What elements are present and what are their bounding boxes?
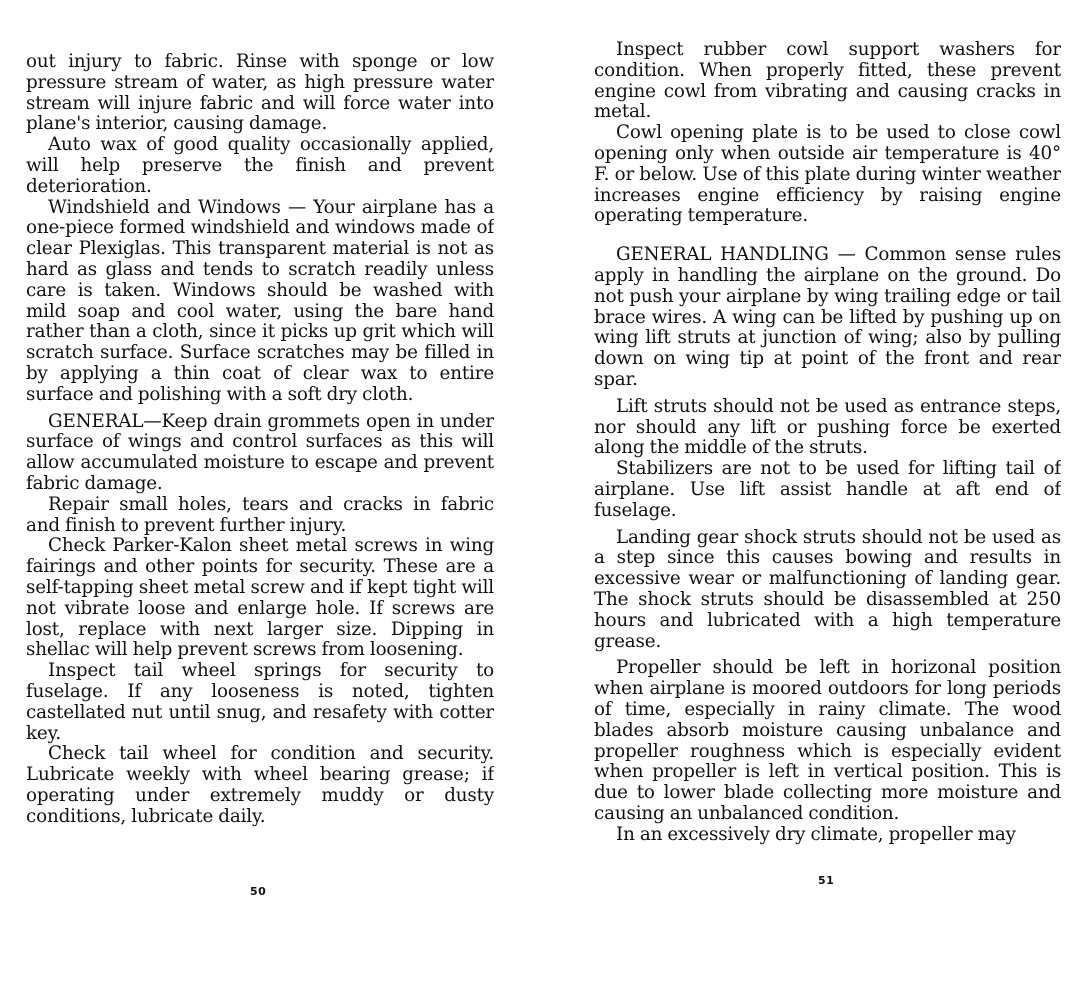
paragraph-cowl-opening-plate: Cowl opening plate is to be used to close cowl opening only when outside air temperature is 40° F. or below. Use of this plate during winter weather increases engine efficiency by raising engine operating temperature. [594,122,1061,227]
page-number-left: 50 [250,885,267,898]
left-page [26,52,494,988]
paragraph-landing-gear: Landing gear shock struts should not be used as a step since this causes bowing and results in excessive wear or malfunctioning of landing gear. The shock struts should be disassembled at 250 hours and lubricated with a high temperature grease. [594,526,1061,652]
paragraph-tail-wheel-springs: Inspect tail wheel springs for security to fuselage. If any looseness is noted, tighten castellated nut until snug, and resafety with cotter key. [26,660,494,744]
paragraph-propeller-position: Propeller should be left in horizonal position when airplane is moored outdoors for long periods of time, especially in rainy climate. The wood blades absorb moisture causing unbalance and propeller roughness which is especially evident when propeller is left in vertical position. This is due to lower blade collecting more moisture and causing an unbalanced condition. [594,657,1061,824]
paragraph-general-handling: GENERAL HANDLING — Common sense rules apply in handling the airplane on the ground. Do not push your airplane by wing trailing edge or tail brace wires. A wing can be lifted by pushing up on wing lift struts at junction of wing; also by pulling down on wing tip at point of the front and rear spar. [594,244,1061,390]
paragraph-auto-wax: Auto wax of good quality occasionally applied, will help preserve the finish and prevent deterioration. [26,134,494,197]
paragraph-cowl-washers: Inspect rubber cowl support washers for condition. When properly fitted, these prevent engine cowl from vibrating and causing cracks in metal. [594,40,1061,123]
paragraph-windshield-windows: Windshield and Windows — Your airplane has a one-piece formed windshield and windows made of clear Plexiglas. This transparent material is not as hard as glass and tends to scratch readily unless care is taken. Windows should be washed with mild soap and cool water, using the bare hand rather than a cloth, since it picks up grit which will scratch surface. Surface scratches may be filled in by applying a thin coat of clear wax to entire surface and polishing with a soft dry cloth. [26,196,494,405]
paragraph-parker-kalon-screws: Check Parker-Kalon sheet metal screws in wing fairings and other points for security. These are a self-tapping sheet metal screw and if kept tight will not vibrate loose and enlarge hole. If screws are lost, replace with next larger size. Dipping in shellac will help prevent screws from loosening. [26,535,494,661]
right-page [594,40,1061,976]
paragraph-dry-climate: In an excessively dry climate, propeller may [616,823,1016,845]
paragraph-repair-fabric: Repair small holes, tears and cracks in fabric and finish to prevent further injury. [26,493,494,536]
paragraph-washing-continued: out injury to fabric. Rinse with sponge or low pressure stream of water, as high pressure water stream will injure fabric and will force water into plane's interior, causing damage. [26,52,494,135]
paragraph-tail-wheel-lubrication: Check tail wheel for condition and security. Lubricate weekly with wheel bearing grease; if operating under extremely muddy or dusty conditions, lubricate daily. [26,743,494,827]
paragraph-stabilizers: Stabilizers are not to be used for lifting tail of airplane. Use lift assist handle at aft end of fuselage. [594,458,1061,521]
paragraph-lift-struts: Lift struts should not be used as entrance steps, nor should any lift or pushing force be exerted along the middle of the struts. [594,395,1061,459]
page-number-right: 51 [818,874,835,887]
paragraph-general-drain-grommets: GENERAL—Keep drain grommets open in under surface of wings and control surfaces as this will allow accumulated moisture to escape and prevent fabric damage. [26,410,494,494]
